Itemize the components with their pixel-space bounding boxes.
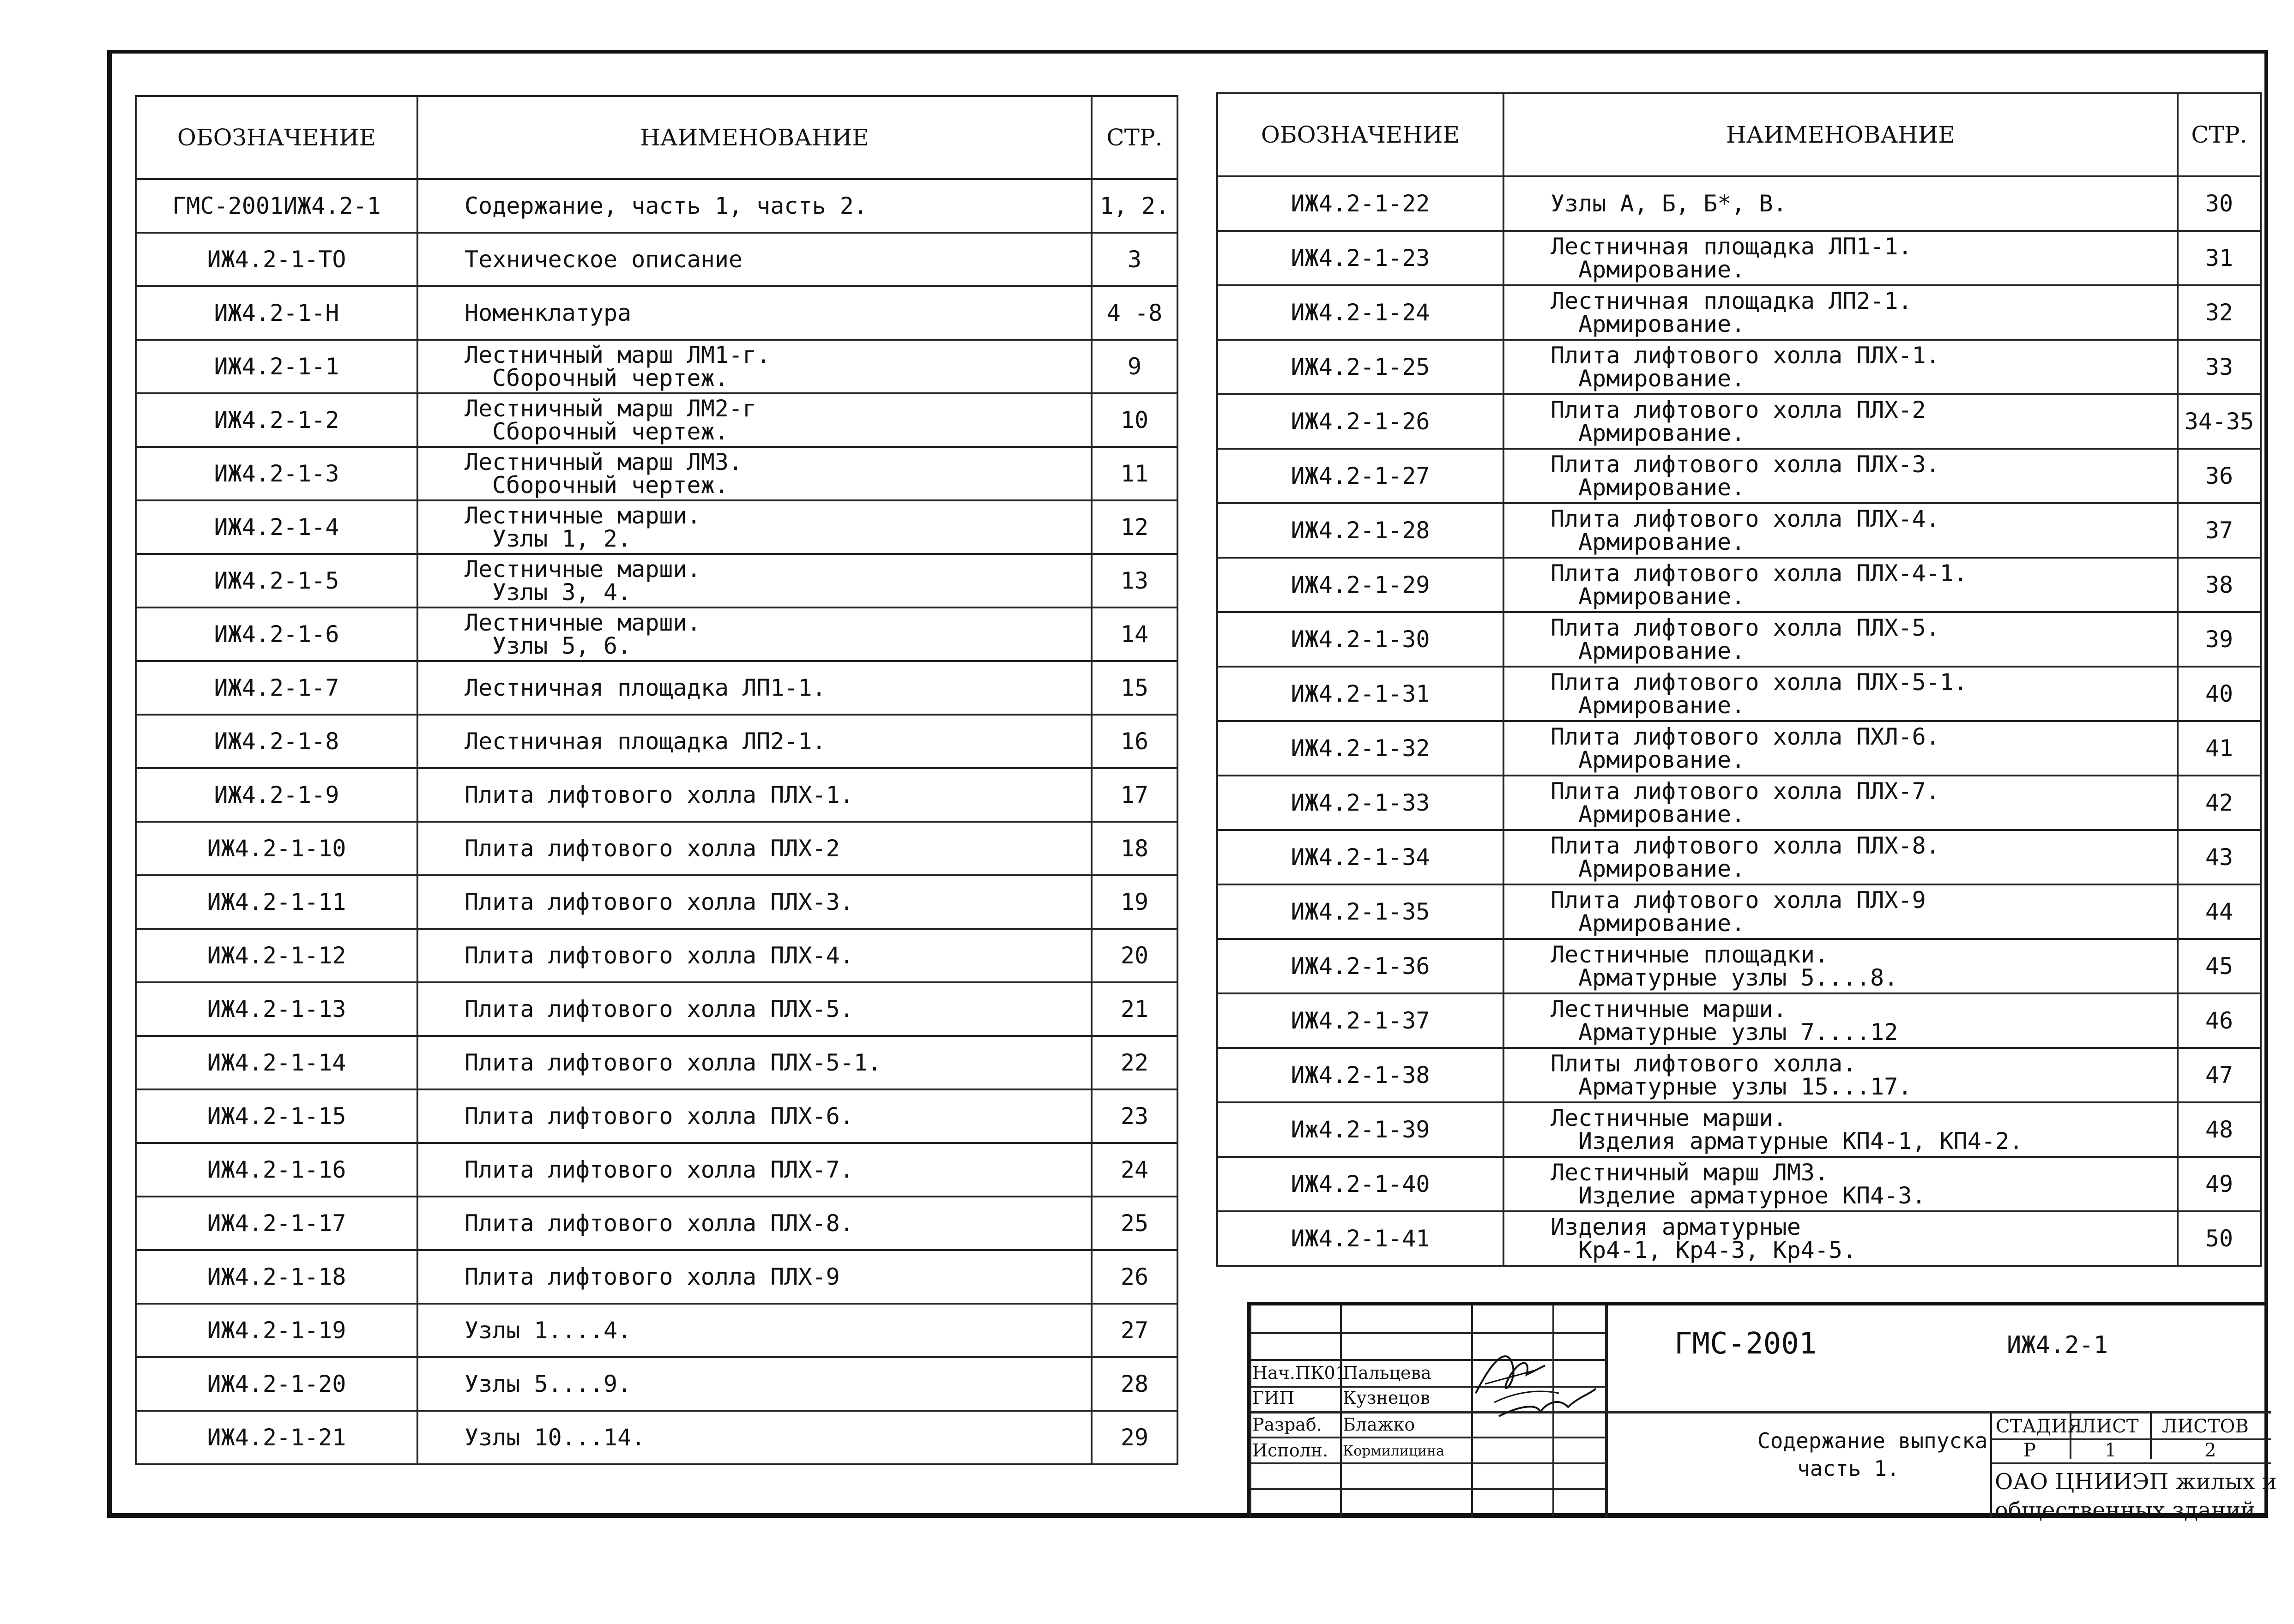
name-line1: Плита лифтового холла ПЛХ-1. (465, 782, 854, 808)
designation-cell: ИЖ4.2-1-29 (1217, 558, 1503, 612)
page-cell: 20 (1092, 929, 1177, 982)
table-row (136, 393, 1177, 447)
name-cell (1503, 667, 2178, 721)
name-cell (1503, 993, 2178, 1048)
table-row (136, 768, 1177, 822)
name-cell (417, 1250, 1092, 1304)
table-row (136, 233, 1177, 286)
page-cell: 31 (2178, 231, 2261, 285)
page-cell: 22 (1092, 1036, 1177, 1089)
name-cell (1503, 1102, 2178, 1157)
stage-label: СТАДИЯ (1996, 1416, 2083, 1437)
table-row (136, 179, 1177, 233)
name-line1: Лестничная площадка ЛП2-1. (1551, 288, 1912, 314)
name-line1: Плита лифтового холла ПХЛ-6. (1551, 723, 1940, 750)
designation-cell: ИЖ4.2-1-Н (136, 286, 417, 340)
name-line2: Узлы 1, 2. (492, 525, 632, 552)
designation-cell: ИЖ4.2-1-37 (1217, 993, 1503, 1048)
header-name: НАИМЕНОВАНИЕ (1503, 93, 2178, 176)
staff-role: Исполн. (1252, 1440, 1328, 1461)
contents-table-right (1216, 92, 2262, 1267)
name-line1: Плита лифтового холла ПЛХ-9 (1551, 887, 1926, 914)
table-row (1217, 285, 2261, 340)
name-line1: Плита лифтового холла ПЛХ-5. (1551, 614, 1940, 641)
designation-cell: ИЖ4.2-1-38 (1217, 1048, 1503, 1102)
table-row (1217, 884, 2261, 939)
designation-cell: ИЖ4.2-1-21 (136, 1411, 417, 1464)
table-row (136, 929, 1177, 982)
table-row (1217, 449, 2261, 503)
page-cell: 14 (1092, 607, 1177, 661)
name-line1: Плита лифтового холла ПЛХ-2 (465, 835, 840, 862)
designation-cell: ИЖ4.2-1-30 (1217, 612, 1503, 667)
sheet-title-line2: часть 1. (1797, 1456, 1900, 1481)
contents-body-right (1217, 176, 2261, 1266)
table-row (1217, 612, 2261, 667)
designation-cell: ИЖ4.2-1-7 (136, 661, 417, 715)
page-cell: 48 (2178, 1102, 2261, 1157)
stage-value: Р (2023, 1440, 2036, 1461)
name-line1: Плита лифтового холла ПЛХ-7. (1551, 778, 1940, 805)
name-cell (417, 233, 1092, 286)
table-row (136, 661, 1177, 715)
name-line1: Лестничная площадка ЛП1-1. (465, 674, 826, 701)
table-row (136, 447, 1177, 500)
table-row (1217, 176, 2261, 231)
tb-line (1250, 1462, 1605, 1464)
name-cell (417, 1143, 1092, 1197)
name-cell (1503, 176, 2178, 231)
name-line1: Содержание, часть 1, часть 2. (465, 192, 868, 219)
designation-cell: ИЖ4.2-1-1 (136, 340, 417, 393)
staff-role: Нач.ПК01 (1252, 1363, 1346, 1383)
page-cell: 47 (2178, 1048, 2261, 1102)
name-line1: Плита лифтового холла ПЛХ-3. (1551, 451, 1940, 478)
name-line1: Лестничный марш ЛМ3. (1551, 1159, 1829, 1186)
page-cell: 49 (2178, 1157, 2261, 1211)
designation-cell: ИЖ4.2-1-18 (136, 1250, 417, 1304)
page-cell: 37 (2178, 503, 2261, 558)
name-line1: Лестничные марши. (1551, 1105, 1787, 1131)
table-row (1217, 667, 2261, 721)
name-line2: Узлы 5, 6. (492, 632, 632, 659)
page-cell: 36 (2178, 449, 2261, 503)
table-row (1217, 1211, 2261, 1266)
page-cell: 18 (1092, 822, 1177, 875)
name-line2: Армирование. (1578, 746, 1745, 773)
page-cell: 40 (2178, 667, 2261, 721)
name-cell (1503, 884, 2178, 939)
name-line2: Армирование. (1578, 801, 1745, 828)
designation-cell: ИЖ4.2-1-40 (1217, 1157, 1503, 1211)
staff-name: Блажко (1343, 1414, 1415, 1435)
page-cell: 42 (2178, 776, 2261, 830)
name-line2: Кр4-1, Кр4-3, Кр4-5. (1578, 1237, 1857, 1263)
staff-role: Разраб. (1252, 1414, 1322, 1435)
designation-cell: ИЖ4.2-1-41 (1217, 1211, 1503, 1266)
table-row (1217, 340, 2261, 394)
name-cell (417, 875, 1092, 929)
header-page: СТР. (2178, 93, 2261, 176)
name-line2: Арматурные узлы 15...17. (1578, 1073, 1912, 1100)
designation-cell: ИЖ4.2-1-15 (136, 1089, 417, 1143)
contents-body-left (136, 179, 1177, 1464)
table-row (1217, 830, 2261, 884)
name-cell (1503, 503, 2178, 558)
staff-role: ГИП (1252, 1388, 1295, 1408)
name-cell (1503, 776, 2178, 830)
name-cell (417, 1357, 1092, 1411)
page-cell: 26 (1092, 1250, 1177, 1304)
table-row (136, 500, 1177, 554)
page-cell: 13 (1092, 554, 1177, 607)
name-line1: Узлы 1....4. (465, 1317, 632, 1344)
page-cell: 16 (1092, 715, 1177, 768)
name-line1: Узлы 5....9. (465, 1371, 632, 1397)
page-cell: 27 (1092, 1304, 1177, 1357)
name-line1: Плита лифтового холла ПЛХ-4-1. (1551, 560, 1968, 587)
table-row (136, 1357, 1177, 1411)
page-cell: 46 (2178, 993, 2261, 1048)
designation-cell: ИЖ4.2-1-13 (136, 982, 417, 1036)
tb-line (2150, 1411, 2152, 1459)
designation-cell: ИЖ4.2-1-6 (136, 607, 417, 661)
name-cell (1503, 1157, 2178, 1211)
organization-line2: общественных зданий (1995, 1498, 2256, 1523)
name-line1: Плита лифтового холла ПЛХ-9 (465, 1263, 840, 1290)
header-designation: ОБОЗНАЧЕНИЕ (1217, 93, 1503, 176)
table-row (1217, 1157, 2261, 1211)
name-line2: Арматурные узлы 5....8. (1578, 964, 1898, 991)
page-cell: 4 -8 (1092, 286, 1177, 340)
designation-cell: ИЖ4.2-1-14 (136, 1036, 417, 1089)
name-line1: Узлы А, Б, Б*, В. (1551, 190, 1787, 217)
page-cell: 28 (1092, 1357, 1177, 1411)
name-line1: Лестничные площадки. (1551, 941, 1829, 968)
designation-cell: ИЖ4.2-1-34 (1217, 830, 1503, 884)
staff-name: Кормилицина (1343, 1443, 1445, 1459)
designation-cell: ИЖ4.2-1-11 (136, 875, 417, 929)
page-cell: 21 (1092, 982, 1177, 1036)
page-cell: 29 (1092, 1411, 1177, 1464)
name-line1: Плита лифтового холла ПЛХ-2 (1551, 397, 1926, 423)
table-row (136, 286, 1177, 340)
name-line2: Узлы 3, 4. (492, 579, 632, 606)
name-line1: Лестничная площадка ЛП2-1. (465, 728, 826, 755)
name-cell (417, 607, 1092, 661)
page-cell: 11 (1092, 447, 1177, 500)
sheet-label: ЛИСТ (2081, 1416, 2139, 1437)
designation-cell: ИЖ4.2-1-31 (1217, 667, 1503, 721)
name-cell (1503, 394, 2178, 449)
designation-cell: ИЖ4.2-1-33 (1217, 776, 1503, 830)
name-cell (417, 286, 1092, 340)
sheets-label: ЛИСТОВ (2162, 1416, 2249, 1437)
table-row (136, 1089, 1177, 1143)
designation-cell: ИЖ4.2-1-12 (136, 929, 417, 982)
designation-cell: ИЖ4.2-1-17 (136, 1197, 417, 1250)
name-cell (417, 179, 1092, 233)
name-line1: Плита лифтового холла ПЛХ-8. (1551, 832, 1940, 859)
tb-line (1250, 1437, 1605, 1438)
page-cell: 41 (2178, 721, 2261, 776)
designation-cell: ИЖ4.2-1-25 (1217, 340, 1503, 394)
name-cell (1503, 558, 2178, 612)
name-cell (1503, 721, 2178, 776)
page-cell: 30 (2178, 176, 2261, 231)
header-page: СТР. (1092, 96, 1177, 179)
name-line1: Лестничные марши. (465, 502, 701, 529)
table-row (136, 982, 1177, 1036)
organization-line1: ОАО ЦНИИЭП жилых и (1995, 1469, 2277, 1495)
table-row (136, 340, 1177, 393)
table-row (136, 822, 1177, 875)
table-row (1217, 231, 2261, 285)
title-block (1247, 1302, 2277, 1523)
name-line2: Армирование. (1578, 420, 1745, 446)
contents-table-left (135, 95, 1178, 1465)
tb-line (1250, 1332, 1605, 1334)
name-cell (417, 1036, 1092, 1089)
designation-cell: ИЖ4.2-1-22 (1217, 176, 1503, 231)
page-cell: 39 (2178, 612, 2261, 667)
designation-cell: ГМС-2001ИЖ4.2-1 (136, 179, 417, 233)
name-cell (417, 447, 1092, 500)
designation-cell: ИЖ4.2-1-16 (136, 1143, 417, 1197)
tb-line (1250, 1488, 1605, 1490)
name-cell (417, 982, 1092, 1036)
designation-cell: ИЖ4.2-1-24 (1217, 285, 1503, 340)
page-cell: 17 (1092, 768, 1177, 822)
table-row (136, 1143, 1177, 1197)
name-cell (417, 768, 1092, 822)
page-cell: 33 (2178, 340, 2261, 394)
table-row (1217, 503, 2261, 558)
designation-cell: ИЖ4.2-1-8 (136, 715, 417, 768)
staff-name: Кузнецов (1343, 1388, 1431, 1408)
sheet-title-line1: Содержание выпуска (1757, 1428, 1988, 1453)
page-cell: 24 (1092, 1143, 1177, 1197)
sheets-value: 2 (2204, 1440, 2216, 1461)
name-line1: Изделия арматурные (1551, 1214, 1801, 1240)
page-cell: 23 (1092, 1089, 1177, 1143)
designation-cell: ИЖ4.2-1-23 (1217, 231, 1503, 285)
name-line2: Изделие арматурное КП4-3. (1578, 1182, 1926, 1209)
tb-line (1250, 1411, 2271, 1413)
name-cell (1503, 1048, 2178, 1102)
name-cell (417, 1197, 1092, 1250)
name-line2: Армирование. (1578, 692, 1745, 719)
name-cell (417, 500, 1092, 554)
table-row (136, 554, 1177, 607)
designation-cell: ИЖ4.2-1-2 (136, 393, 417, 447)
designation-cell: ИЖ4.2-1-27 (1217, 449, 1503, 503)
table-row (1217, 394, 2261, 449)
designation-cell: ИЖ4.2-1-36 (1217, 939, 1503, 993)
table-row (136, 1036, 1177, 1089)
designation-cell: ИЖ4.2-1-26 (1217, 394, 1503, 449)
table-row (1217, 1048, 2261, 1102)
name-cell (1503, 939, 2178, 993)
designation-cell: ИЖ4.2-1-4 (136, 500, 417, 554)
tb-line (1990, 1411, 1992, 1518)
name-line1: Номенклатура (465, 300, 632, 326)
table-row (136, 1250, 1177, 1304)
page-cell: 50 (2178, 1211, 2261, 1266)
name-cell (417, 661, 1092, 715)
name-line1: Лестничные марши. (465, 556, 701, 583)
name-line1: Лестничный марш ЛМ3. (465, 449, 743, 475)
page-cell: 12 (1092, 500, 1177, 554)
page-cell: 15 (1092, 661, 1177, 715)
name-line2: Армирование. (1578, 855, 1745, 882)
name-line2: Армирование. (1578, 474, 1745, 501)
name-line2: Сборочный чертеж. (492, 472, 729, 499)
table-row (136, 1411, 1177, 1464)
tb-line (1990, 1462, 2271, 1464)
table-row (136, 607, 1177, 661)
sheet-value: 1 (2105, 1440, 2117, 1461)
header-name: НАИМЕНОВАНИЕ (417, 96, 1092, 179)
document-code: ИЖ4.2-1 (2007, 1331, 2108, 1359)
table-row (136, 875, 1177, 929)
table-row (1217, 558, 2261, 612)
table-row (1217, 939, 2261, 993)
name-line2: Армирование. (1578, 365, 1745, 392)
designation-cell: ИЖ4.2-1-ТО (136, 233, 417, 286)
table-row (136, 715, 1177, 768)
name-line1: Плита лифтового холла ПЛХ-7. (465, 1156, 854, 1183)
designation-cell: ИЖ4.2-1-28 (1217, 503, 1503, 558)
name-line1: Техническое описание (465, 246, 743, 273)
designation-cell: ИЖ4.2-1-9 (136, 768, 417, 822)
page-cell: 9 (1092, 340, 1177, 393)
name-cell (1503, 449, 2178, 503)
name-line1: Плита лифтового холла ПЛХ-5-1. (465, 1049, 882, 1076)
name-line2: Сборочный чертеж. (492, 365, 729, 391)
table-row (136, 1304, 1177, 1357)
name-cell (1503, 612, 2178, 667)
name-cell (417, 554, 1092, 607)
name-line1: Плита лифтового холла ПЛХ-5. (465, 996, 854, 1023)
page-cell: 3 (1092, 233, 1177, 286)
name-cell (417, 1304, 1092, 1357)
name-line2: Армирование. (1578, 910, 1745, 937)
name-line1: Плита лифтового холла ПЛХ-5-1. (1551, 669, 1968, 696)
name-line1: Узлы 10...14. (465, 1424, 646, 1451)
page-cell: 38 (2178, 558, 2261, 612)
page-cell: 43 (2178, 830, 2261, 884)
designation-cell: ИЖ4.2-1-3 (136, 447, 417, 500)
page-cell: 10 (1092, 393, 1177, 447)
page-cell: 32 (2178, 285, 2261, 340)
name-cell (1503, 285, 2178, 340)
page-cell: 19 (1092, 875, 1177, 929)
designation-cell: ИЖ4.2-1-19 (136, 1304, 417, 1357)
name-cell (1503, 231, 2178, 285)
table-row (1217, 721, 2261, 776)
name-line2: Арматурные узлы 7....12 (1578, 1019, 1898, 1046)
page-cell: 34-35 (2178, 394, 2261, 449)
name-line1: Лестничные марши. (465, 609, 701, 636)
name-cell (1503, 1211, 2178, 1266)
name-cell (417, 929, 1092, 982)
designation-cell: ИЖ4.2-1-20 (136, 1357, 417, 1411)
name-line2: Армирование. (1578, 583, 1745, 610)
name-cell (417, 340, 1092, 393)
name-line2: Сборочный чертеж. (492, 418, 729, 445)
table-row (136, 1197, 1177, 1250)
page-cell: 45 (2178, 939, 2261, 993)
name-line1: Плита лифтового холла ПЛХ-8. (465, 1210, 854, 1237)
staff-name: Пальцева (1343, 1363, 1431, 1383)
name-line1: Лестничные марши. (1551, 996, 1787, 1023)
name-line1: Плита лифтового холла ПЛХ-1. (1551, 342, 1940, 369)
name-line2: Армирование. (1578, 256, 1745, 283)
name-line2: Изделия арматурные КП4-1, КП4-2. (1578, 1128, 2023, 1155)
name-line1: Плита лифтового холла ПЛХ-4. (1551, 505, 1940, 532)
name-line2: Армирование. (1578, 311, 1745, 337)
name-line1: Лестничная площадка ЛП1-1. (1551, 233, 1912, 260)
header-designation: ОБОЗНАЧЕНИЕ (136, 96, 417, 179)
name-cell (1503, 830, 2178, 884)
name-cell (417, 393, 1092, 447)
name-line1: Плита лифтового холла ПЛХ-4. (465, 942, 854, 969)
name-line1: Лестничный марш ЛМ1-г. (465, 342, 771, 368)
name-cell (417, 1089, 1092, 1143)
designation-cell: ИЖ4.2-1-5 (136, 554, 417, 607)
table-row (1217, 776, 2261, 830)
page-cell: 1, 2. (1092, 179, 1177, 233)
table-row (1217, 993, 2261, 1048)
designation-cell: ИЖ4.2-1-35 (1217, 884, 1503, 939)
name-line2: Армирование. (1578, 638, 1745, 664)
signature-graphic (1467, 1338, 1605, 1421)
designation-cell: Иж4.2-1-39 (1217, 1102, 1503, 1157)
name-cell (417, 715, 1092, 768)
table-row (1217, 1102, 2261, 1157)
name-line1: Плита лифтового холла ПЛХ-6. (465, 1103, 854, 1130)
designation-cell: ИЖ4.2-1-10 (136, 822, 417, 875)
name-line1: Плита лифтового холла ПЛХ-3. (465, 889, 854, 915)
page-cell: 44 (2178, 884, 2261, 939)
name-cell (417, 1411, 1092, 1464)
name-cell (417, 822, 1092, 875)
name-cell (1503, 340, 2178, 394)
page-cell: 25 (1092, 1197, 1177, 1250)
name-line2: Армирование. (1578, 529, 1745, 555)
name-line1: Лестничный марш ЛМ2-г (465, 395, 757, 422)
designation-cell: ИЖ4.2-1-32 (1217, 721, 1503, 776)
name-line1: Плиты лифтового холла. (1551, 1050, 1857, 1077)
project-code: ГМС-2001 (1674, 1327, 1817, 1361)
